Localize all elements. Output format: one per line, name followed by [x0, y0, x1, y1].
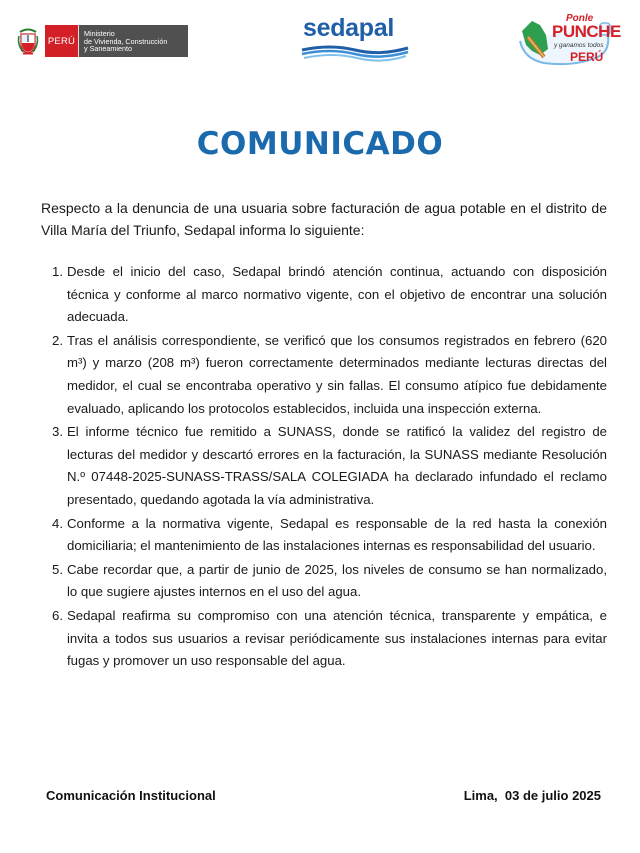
- ponle-punche-logo: [514, 5, 624, 75]
- campaign-line-4: PERÚ: [570, 50, 604, 64]
- item-text: El informe técnico fue remitido a SUNASS, donde se ratificó la validez del registro de lecturas del medidor y descartó errores en la facturación, la SUNASS mediante Resolución N.º 07448-2025-SUNASS-TRASS/SALA COLEGIADA ha declarado infundado el reclamo presentado, quedando agotada la vía administrativa.: [67, 424, 607, 507]
- sedapal-wordmark: sedapal: [303, 14, 395, 42]
- campaign-line-1: Ponle: [566, 13, 594, 24]
- waves-icon: [300, 44, 410, 64]
- place-date: Lima, 03 de julio 2025: [463, 788, 601, 803]
- list-item: [52, 559, 607, 604]
- item-number: 4.: [52, 515, 63, 531]
- peru-label: PERÚ: [45, 25, 78, 57]
- item-text: Conforme a la normativa vigente, Sedapal es responsable de la red hasta la conexión domiciliaria; el mantenimiento de las instalaciones internas es responsabilidad del usuario.: [67, 515, 607, 554]
- list-item: [52, 513, 607, 558]
- intro-paragraph: Respecto a la denuncia de una usuaria sobre facturación de agua potable en el distrito de Villa María del Triunfo, Sedapal informa lo siguiente:: [41, 200, 607, 238]
- item-number: 1.: [52, 264, 63, 279]
- letterhead: [0, 0, 640, 80]
- item-number: 3.: [52, 424, 63, 440]
- ministry-name: [78, 25, 188, 57]
- item-text: Cabe recordar que, a partir de junio de 2025, los niveles de consumo se han normalizado, lo que sugiere ajustes internos en el uso del agua.: [67, 561, 607, 600]
- item-number: 5.: [52, 561, 63, 577]
- coat-of-arms-icon: [16, 26, 40, 56]
- sedapal-logo: [300, 14, 410, 64]
- ministry-logo: [16, 24, 188, 58]
- list-item: [52, 261, 607, 329]
- campaign-line-2: PUNCHE: [552, 22, 621, 41]
- statement-list: [52, 261, 607, 674]
- campaign-line-3: y ganamos todos: [554, 42, 604, 49]
- ministry-line-2: de Vivienda, Construcción: [84, 36, 168, 46]
- list-item: [52, 330, 607, 420]
- item-number: 2.: [52, 332, 63, 348]
- item-text: Desde el inicio del caso, Sedapal brindó atención continua, actuando con disposición técnica y conforme al marco normativo vigente, con el objetivo de encontrar una solución adecuada.: [67, 264, 607, 325]
- ministry-line-3: y Saneamiento: [84, 44, 132, 54]
- signature: Comunicación Institucional: [46, 788, 216, 803]
- item-text: Tras el análisis correspondiente, se verificó que los consumos registrados en febrero (620 m³) y marzo (208 m³) fueron correctamente determinados mediante lecturas directas del medidor, el cual se encontraba operativo y sin fallas. El consumo atípico fue debidamente evaluado, aplicando los protocolos establecidos, incluida una inspección externa.: [67, 332, 607, 416]
- list-item: [52, 605, 607, 673]
- ministry-line-1: Ministerio: [84, 29, 115, 38]
- list-item: [52, 421, 607, 511]
- item-text: Sedapal reafirma su compromiso con una atención técnica, transparente y empática, e invita a todos sus usuarios a revisar periódicamente sus instalaciones internas para evitar fugas y promover un uso responsable del agua.: [67, 607, 607, 669]
- page-title: COMUNICADO: [196, 126, 444, 162]
- item-number: 6.: [52, 607, 63, 623]
